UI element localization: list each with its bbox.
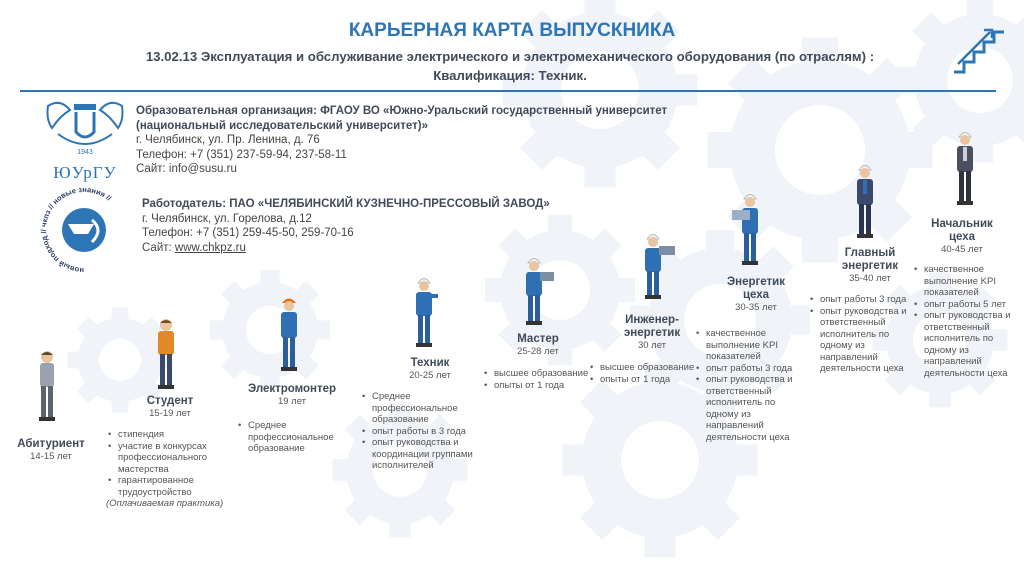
requirement-item: • опыт работы 3 года	[808, 294, 908, 306]
electrician-figure	[276, 296, 302, 372]
requirement-item: • высшее образование	[588, 362, 700, 374]
stage-age: 35-40 лет	[849, 273, 891, 284]
requirement-item: • стипендия	[106, 429, 224, 441]
stage-student	[120, 395, 220, 420]
stage-age: 40-45 лет	[941, 244, 983, 255]
chkpz-logo	[34, 184, 134, 276]
organization-label: Образовательная организация: ФГАОУ ВО «Южно-Уральский государственный университет	[136, 105, 668, 117]
stage-age: 14-15 лет	[30, 451, 72, 462]
stage-name-line2: цеха	[742, 289, 770, 301]
stage-name: Студент	[146, 395, 194, 407]
requirement-note: (Оплачиваемая практика)	[106, 498, 224, 509]
requirement-item: • опыты от 1 года	[588, 374, 700, 386]
stage-name: Электромонтер	[247, 383, 337, 395]
requirement-item: • опыты от 1 года	[482, 380, 594, 392]
stage-name-line1: Главный	[844, 247, 896, 259]
requirement-item: • гарантированное трудоустройство	[106, 475, 224, 498]
stage-age: 15-19 лет	[149, 408, 191, 419]
susu-logo	[38, 98, 132, 182]
applicant-figure	[35, 350, 59, 422]
requirement-item: • опыт руководства и ответственный исполнитель по одному из направлений деятельности цеха	[912, 310, 1020, 379]
header-divider	[20, 90, 996, 92]
organization-address: г. Челябинск, ул. Пр. Ленина, д. 76	[136, 134, 320, 146]
stage-name-line1: Начальник	[931, 218, 993, 230]
stage-age: 19 лет	[277, 396, 307, 407]
organization-site: Сайт: info@susu.ru	[136, 163, 237, 175]
requirement-item: • опыт руководства и ответственный исполнитель по одному из направлений деятельности цеха	[808, 306, 908, 375]
specialty-line: 13.02.13 Эксплуатация и обслуживание электрического и электромеханического оборудования (по отраслям) :	[145, 49, 875, 64]
organization-label-2: (национальный исследовательский университет)»	[136, 119, 428, 132]
foreman-figure	[522, 256, 556, 326]
organization-block	[136, 104, 756, 177]
requirement-item: • качественное выполнение KPI показателей	[694, 328, 802, 363]
employer-address: г. Челябинск, ул. Горелова, д.12	[142, 212, 312, 225]
stage-name-line2: цеха	[948, 231, 976, 243]
requirement-item: • опыт работы 5 лет	[912, 299, 1020, 311]
susu-emblem-icon	[38, 98, 132, 158]
qualification-line: Квалификация: Техник.	[433, 68, 587, 83]
stage-shop-manager	[914, 218, 1010, 256]
page-title: КАРЬЕРНАЯ КАРТА ВЫПУСКНИКА	[348, 20, 676, 41]
requirement-item: • участие в конкурсах профессионального мастерства	[106, 441, 224, 476]
student-figure	[153, 318, 179, 390]
employer-block	[142, 197, 702, 255]
employer-label: Работодатель: ПАО «ЧЕЛЯБИНСКИЙ КУЗНЕЧНО-ПРЕССОВЫЙ ЗАВОД»	[142, 198, 550, 210]
employer-site: Сайт: www.chkpz.ru	[142, 241, 246, 254]
employer-phone: Телефон: +7 (351) 259-45-50, 259-70-16	[142, 227, 354, 239]
organization-phone: Телефон: +7 (351) 237-59-94, 237-58-11	[136, 148, 347, 161]
employer-site-link[interactable]: www.chkpz.ru	[174, 241, 246, 254]
requirement-item: • Среднее профессиональное образование	[236, 420, 352, 455]
stage-power-engineer	[602, 314, 702, 352]
stage-electrician-requirements	[236, 420, 352, 455]
requirement-item: • Среднее профессиональное образование	[360, 391, 492, 426]
stage-chief-power-engineer-requirements	[808, 294, 908, 375]
stage-name: Техник	[410, 357, 450, 369]
stage-student-requirements	[106, 429, 224, 510]
stage-shop-power-engineer-requirements	[694, 328, 802, 443]
requirement-item: • опыт работы в 3 года	[360, 426, 492, 438]
stage-technician	[380, 357, 480, 382]
stage-electrician	[240, 383, 344, 408]
page-subtitle	[60, 47, 960, 85]
stage-foreman-requirements	[482, 368, 594, 391]
stage-name-line1: Инженер-	[625, 314, 679, 326]
stage-name: Мастер	[517, 333, 559, 345]
requirement-item: • опыт работы 3 года	[694, 363, 802, 375]
susu-logo-text: ЮУрГУ	[53, 163, 117, 182]
career-stairs-icon	[950, 20, 1010, 78]
shop-manager-figure	[950, 130, 980, 206]
power-engineer-figure	[641, 232, 677, 300]
shop-power-engineer-figure	[730, 192, 770, 266]
requirement-item: • опыт руководства и ответственный исполнитель по одному из направлений деятельности цеха	[694, 374, 802, 443]
stage-age: 25-28 лет	[517, 346, 559, 357]
stage-name-line2: энергетик	[841, 260, 899, 272]
requirement-item: • опыт руководства и координации группами исполнителей	[360, 437, 492, 472]
stage-age: 30 лет	[637, 340, 667, 351]
technician-figure	[410, 276, 438, 348]
stage-name-line1: Энергетик	[726, 276, 786, 288]
stage-technician-requirements	[360, 391, 492, 472]
chief-power-engineer-figure	[852, 163, 878, 239]
stage-shop-power-engineer	[708, 276, 804, 314]
stage-shop-manager-requirements	[912, 264, 1020, 379]
requirement-item: • качественное выполнение KPI показателей	[912, 264, 1020, 299]
stage-name-line2: энергетик	[623, 327, 681, 339]
stage-name: Абитуриент	[17, 438, 85, 450]
requirement-item: • высшее образование	[482, 368, 594, 380]
stage-applicant	[2, 438, 100, 463]
stage-chief-power-engineer	[822, 247, 918, 285]
chkpz-logo-ring-text: новый подход // чкпз // новые знания //	[39, 184, 114, 276]
stage-age: 20-25 лет	[409, 370, 451, 381]
susu-logo-year: 1943	[77, 149, 93, 156]
stage-power-engineer-requirements	[588, 362, 700, 385]
stage-age: 30-35 лет	[735, 302, 777, 313]
stage-foreman	[488, 333, 588, 358]
